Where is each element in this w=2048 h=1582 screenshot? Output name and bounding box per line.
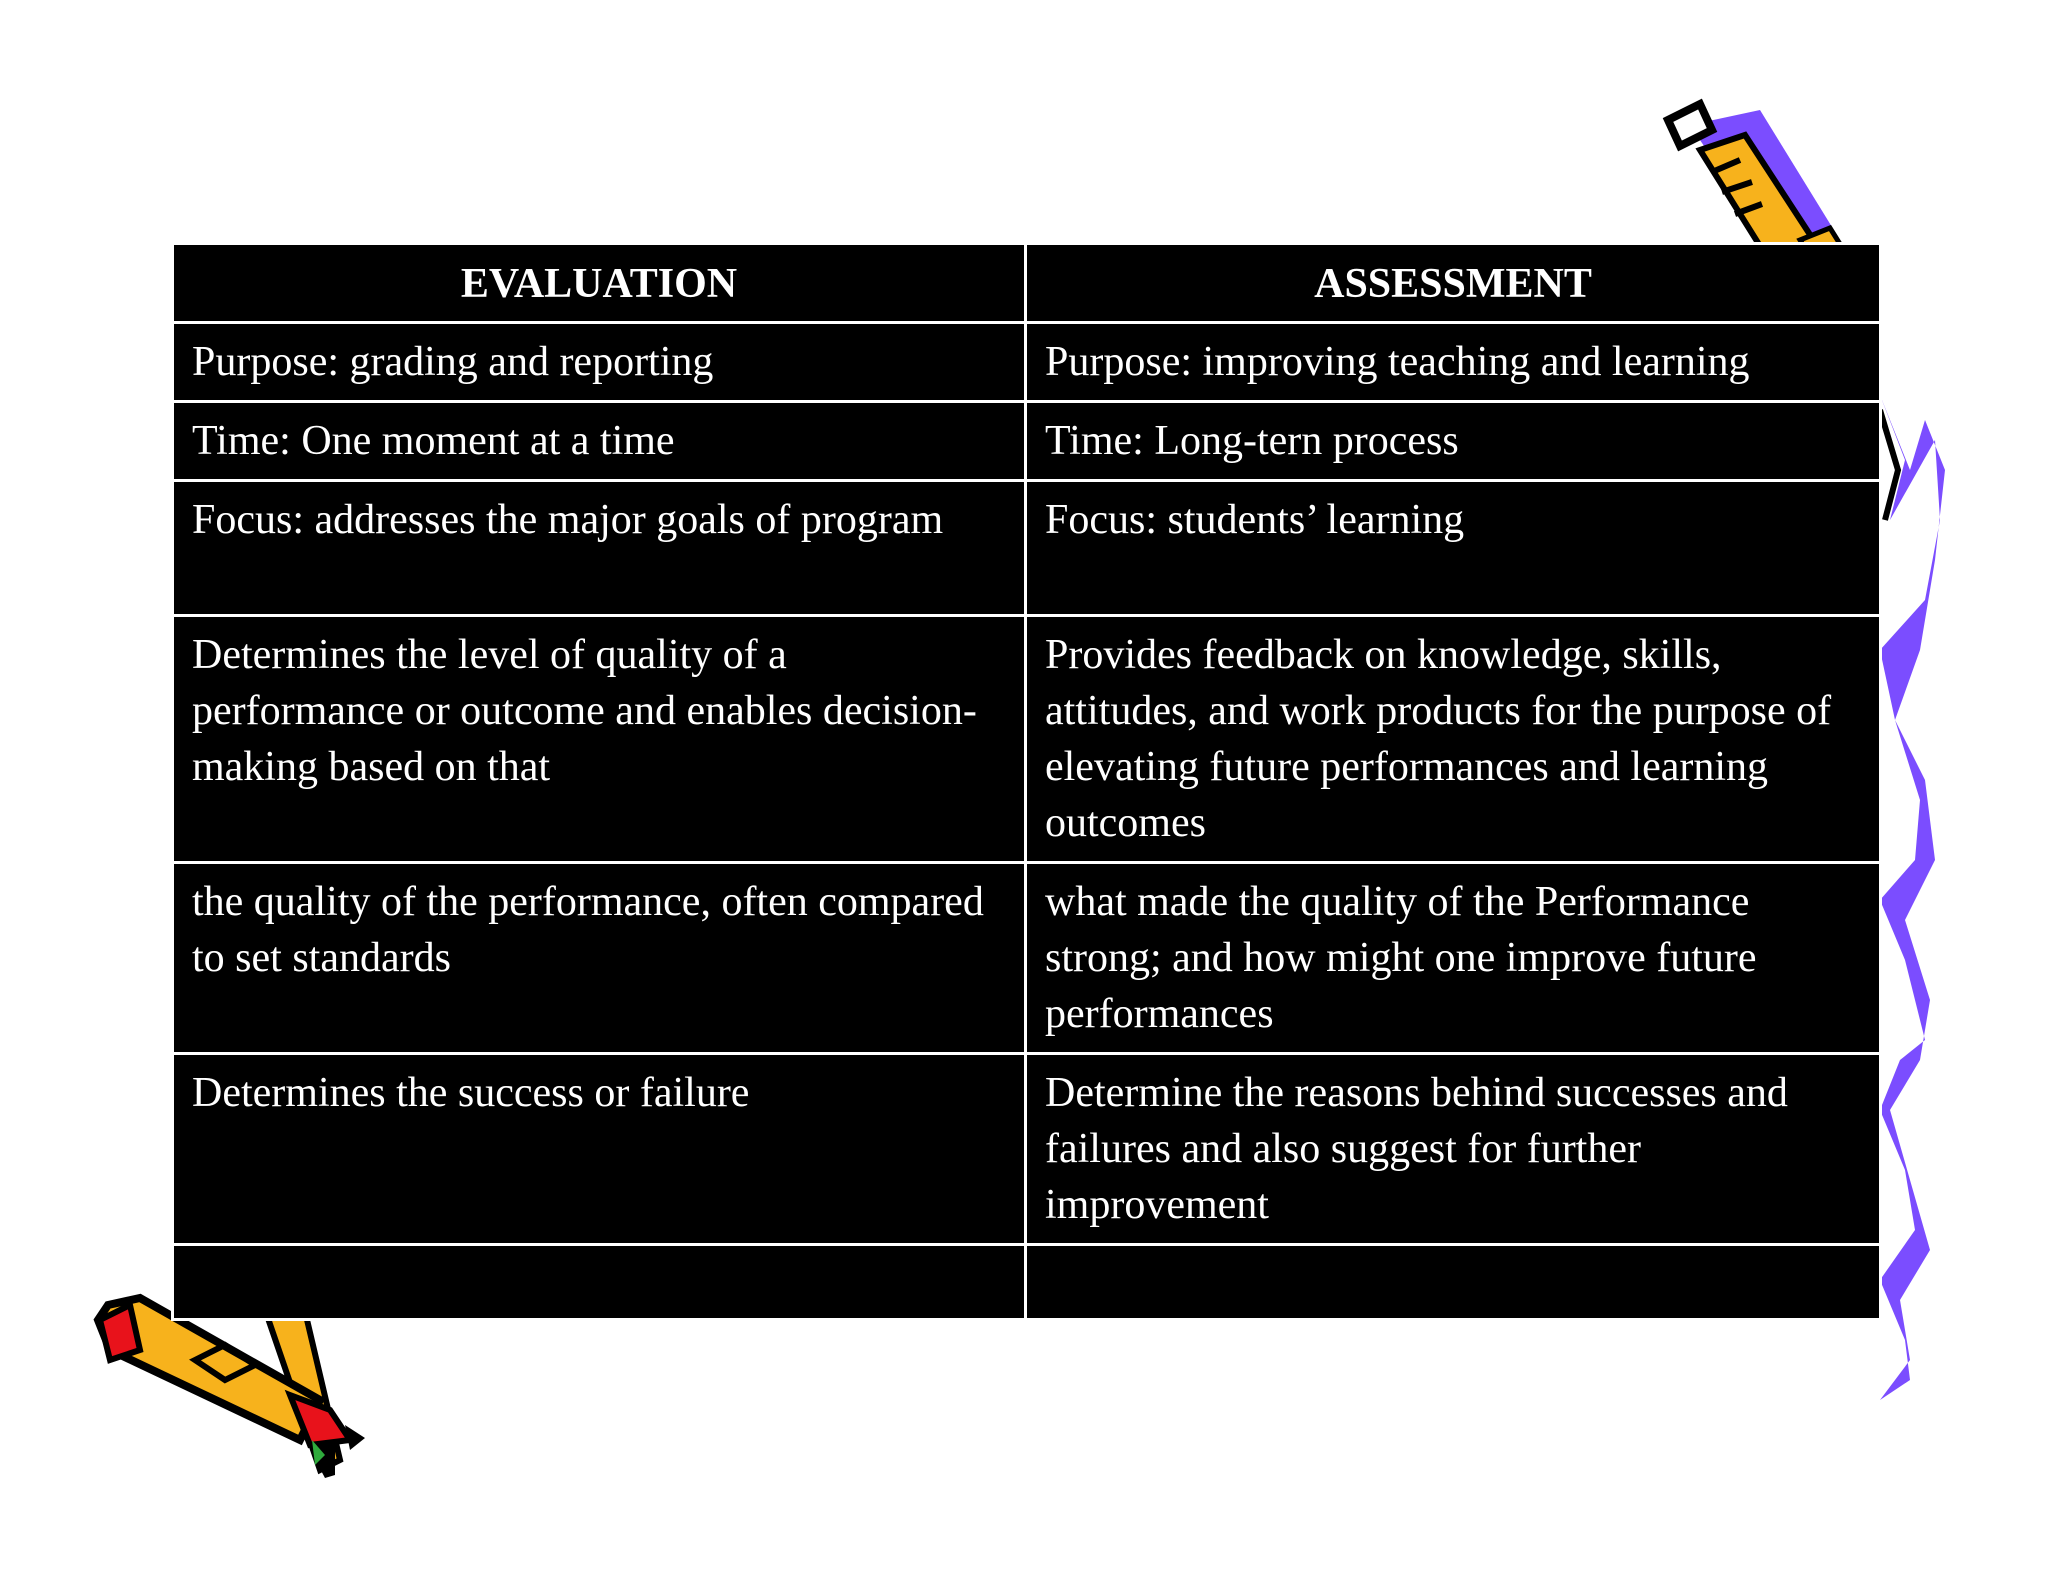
- table-cell: the quality of the performance, often compared to set standards: [173, 863, 1026, 1054]
- table-cell: [1026, 1245, 1881, 1320]
- table-cell: Time: One moment at a time: [173, 402, 1026, 481]
- squiggle-line-icon: [1880, 395, 1945, 1400]
- table-cell: Purpose: improving teaching and learning: [1026, 323, 1881, 402]
- table-row: [173, 402, 1881, 481]
- table-cell: [173, 1245, 1026, 1320]
- table-cell: Determine the reasons behind successes and failures and also suggest for further improvement: [1026, 1054, 1881, 1245]
- table-cell: Purpose: grading and reporting: [173, 323, 1026, 402]
- table-row: [173, 616, 1881, 863]
- table-cell: Determines the level of quality of a performance or outcome and enables decision-making based on that: [173, 616, 1026, 863]
- table-cell: Provides feedback on knowledge, skills, attitudes, and work products for the purpose of elevating future performances and learning outcomes: [1026, 616, 1881, 863]
- table-row: [173, 1245, 1881, 1320]
- table-header-row: [173, 244, 1881, 323]
- table-cell: Focus: addresses the major goals of program: [173, 481, 1026, 616]
- column-header-evaluation: EVALUATION: [173, 244, 1026, 323]
- table-cell: Time: Long-tern process: [1026, 402, 1881, 481]
- table-cell: Focus: students’ learning: [1026, 481, 1881, 616]
- column-header-assessment: ASSESSMENT: [1026, 244, 1881, 323]
- pencil-icon: [1668, 104, 1840, 262]
- table-row: [173, 863, 1881, 1054]
- table-cell: Determines the success or failure: [173, 1054, 1026, 1245]
- table-row: [173, 481, 1881, 616]
- table-cell: what made the quality of the Performance strong; and how might one improve future performances: [1026, 863, 1881, 1054]
- table-row: [173, 323, 1881, 402]
- comparison-table: [171, 242, 1882, 1321]
- table-row: [173, 1054, 1881, 1245]
